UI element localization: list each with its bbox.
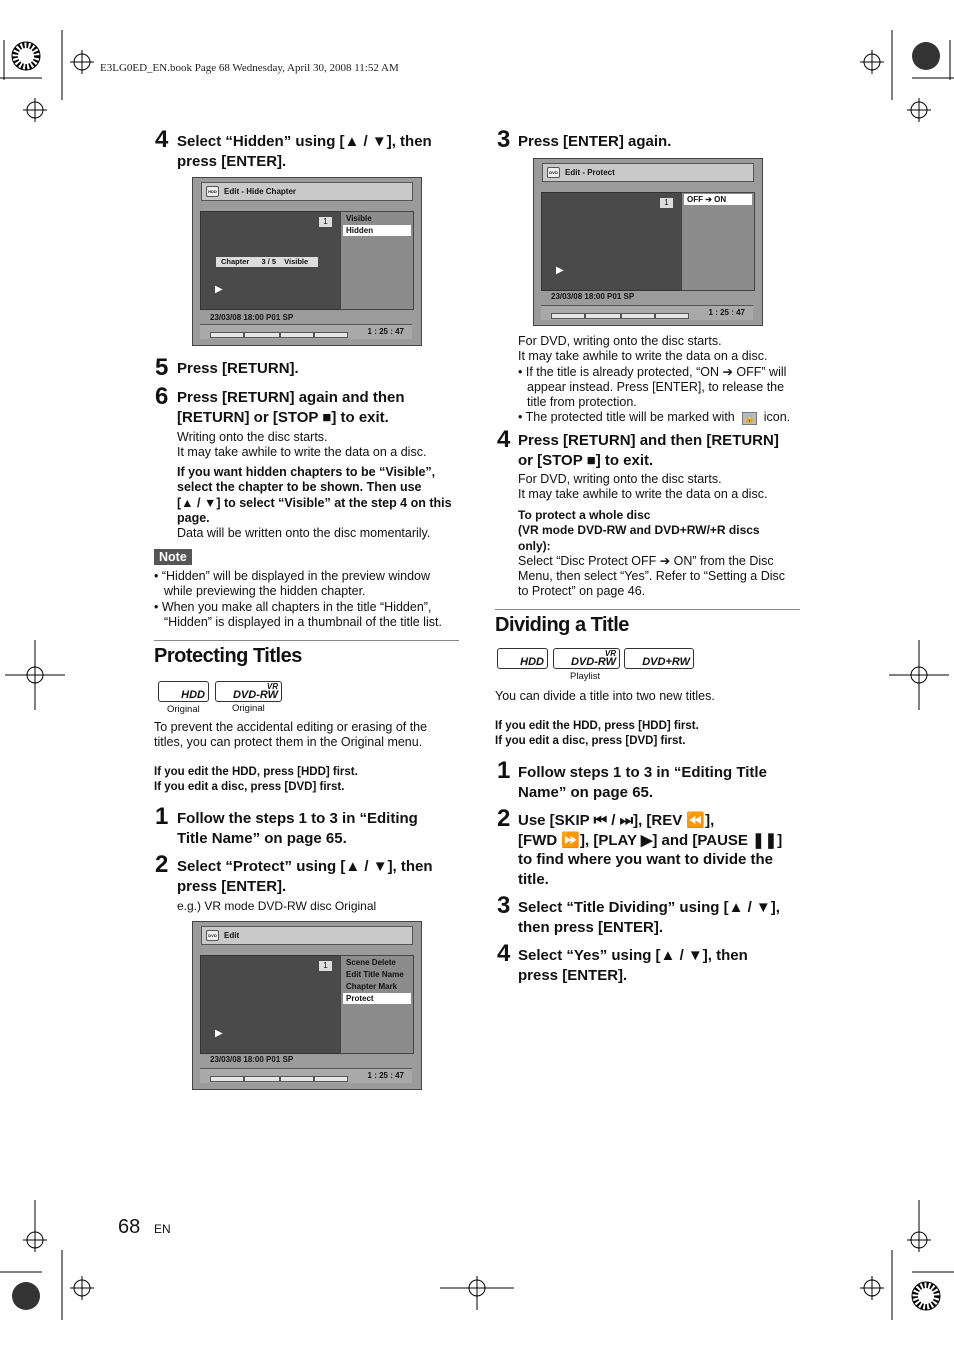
note-line: “Hidden” is displayed in a thumbnail of the title list. bbox=[164, 614, 442, 629]
recording-info: 23/03/08 18:00 P01 SP bbox=[210, 313, 294, 322]
chapter-state: Visible bbox=[284, 257, 309, 266]
hdd-disc-icon bbox=[497, 648, 548, 669]
body-line: select the chapter to be shown. Then use bbox=[177, 480, 422, 495]
note-line: • When you make all chapters in the title “Hidden”, bbox=[154, 599, 432, 614]
menu-item-protect[interactable]: Protect bbox=[343, 993, 411, 1004]
step-line: Select “Hidden” using [▲ / ▼], then bbox=[177, 133, 432, 150]
body-line: If you edit the HDD, press [HDD] first. bbox=[495, 720, 699, 732]
step-line: Press [RETURN] again and then bbox=[177, 389, 405, 406]
chapter-strip bbox=[216, 257, 318, 267]
play-icon: ▶ bbox=[215, 1028, 223, 1039]
title-number: 1 bbox=[319, 217, 332, 227]
body-line: titles, you can protect them in the Original menu. bbox=[154, 735, 423, 750]
step-line: then press [ENTER]. bbox=[518, 918, 664, 936]
step-number: 4 bbox=[497, 940, 511, 967]
body-text: icon. bbox=[763, 410, 791, 425]
menu-item-hidden[interactable]: Hidden bbox=[343, 225, 411, 236]
body-line: For DVD, writing onto the disc starts. bbox=[518, 334, 722, 348]
step-text bbox=[518, 946, 748, 985]
color-wheels bbox=[12, 42, 940, 1310]
body-line: For DVD, writing onto the disc starts. bbox=[518, 472, 722, 486]
step-line: press [ENTER]. bbox=[518, 966, 628, 984]
media-instructions bbox=[154, 765, 358, 796]
step-line: Title Name” on page 65. bbox=[177, 829, 347, 847]
body-line: [▲ / ▼] to select “Visible” at the step 4 on this bbox=[177, 495, 452, 510]
dvd-plus-rw-disc-icon bbox=[624, 648, 694, 669]
option-menu bbox=[340, 955, 414, 1054]
step-line: press [ENTER]. bbox=[177, 152, 287, 170]
icon-sublabel: VR bbox=[266, 682, 278, 691]
section-heading: Protecting Titles bbox=[154, 645, 302, 667]
body-line: It may take awhile to write the data on a disc. bbox=[177, 445, 427, 460]
disc-icon: DVD bbox=[206, 930, 219, 941]
whole-disc-tip bbox=[518, 508, 785, 600]
step-line: Select “Protect” using [▲ / ▼], then bbox=[177, 858, 433, 875]
icon-sublabel: VR bbox=[604, 649, 616, 658]
screen-title: Edit bbox=[224, 931, 240, 940]
option-menu bbox=[340, 211, 414, 310]
menu-item-scene-delete[interactable]: Scene Delete bbox=[346, 958, 396, 967]
icon-label: HDD bbox=[181, 689, 205, 701]
step-number: 3 bbox=[497, 892, 511, 919]
body-line: If you want hidden chapters to be “Visible”, bbox=[177, 465, 436, 479]
file-header-line: E3LG0ED_EN.book Page 68 Wednesday, April 30, 2008 11:52 AM bbox=[100, 62, 399, 74]
body-line bbox=[518, 410, 790, 425]
step-line: Follow the steps 1 to 3 in “Editing bbox=[177, 810, 418, 827]
menu-item-visible[interactable]: Visible bbox=[346, 214, 372, 223]
body-line: If you edit a disc, press [DVD] first. bbox=[495, 735, 686, 748]
step-line: title. bbox=[518, 870, 549, 888]
body-line: Select “Disc Protect OFF ➔ ON” from the Disc bbox=[518, 553, 774, 568]
body-line: It may take awhile to write the data on a disc. bbox=[518, 487, 768, 502]
step-number: 1 bbox=[155, 803, 169, 830]
play-icon: ▶ bbox=[556, 265, 564, 276]
protect-screen bbox=[533, 158, 763, 326]
step-line: Select “Title Dividing” using [▲ / ▼], bbox=[518, 899, 780, 916]
menu-item-edit-title-name[interactable]: Edit Title Name bbox=[346, 970, 404, 979]
step-line: Follow steps 1 to 3 in “Editing Title bbox=[518, 764, 767, 781]
note-line: while previewing the hidden chapter. bbox=[164, 584, 366, 599]
chapter-value: 3 / 5 bbox=[261, 257, 277, 266]
section-divider bbox=[154, 640, 459, 641]
icon-label: DVD-RW bbox=[232, 689, 278, 701]
step-line: [FWD ⏩], [PLAY ▶] and [PAUSE ❚❚] bbox=[518, 831, 783, 849]
chapter-label: Chapter bbox=[221, 257, 250, 266]
step-number: 1 bbox=[497, 757, 511, 784]
icon-label: DVD-RW bbox=[570, 656, 616, 668]
title-number: 1 bbox=[319, 961, 332, 971]
time-display: 1 : 25 : 47 bbox=[708, 308, 745, 317]
body-line: • If the title is already protected, “ON ➔ OFF” will bbox=[518, 364, 787, 379]
body-line: Menu, then select “Yes”. Refer to “Setting a Disc bbox=[518, 569, 786, 584]
preview-window bbox=[200, 211, 341, 310]
step-text bbox=[177, 132, 432, 171]
step-text bbox=[177, 857, 433, 896]
note-label: Note bbox=[154, 549, 192, 565]
step-text bbox=[518, 763, 767, 802]
screen-title-bar bbox=[201, 926, 413, 945]
step-text bbox=[518, 811, 782, 889]
screen-title: Edit - Protect bbox=[565, 168, 615, 177]
time-display: 1 : 25 : 47 bbox=[367, 327, 404, 336]
body-line: If you edit a disc, press [DVD] first. bbox=[154, 781, 345, 794]
progress-bar bbox=[200, 324, 412, 339]
step-line: or [STOP ■] to exit. bbox=[518, 451, 654, 469]
icon-caption: Playlist bbox=[570, 671, 601, 682]
step-number: 4 bbox=[497, 426, 511, 453]
body-line: title from protection. bbox=[527, 395, 637, 410]
step-text bbox=[518, 431, 779, 470]
step-line: Select “Yes” using [▲ / ▼], then bbox=[518, 947, 748, 964]
body-line: If you edit the HDD, press [HDD] first. bbox=[154, 766, 358, 778]
step-line: to find where you want to divide the bbox=[518, 851, 774, 868]
note-line: • “Hidden” will be displayed in the preview window bbox=[154, 569, 431, 583]
step-number: 2 bbox=[155, 851, 169, 878]
step3-description bbox=[518, 334, 790, 426]
lock-icon: 🔒 bbox=[742, 412, 757, 425]
body-line: It may take awhile to write the data on a disc. bbox=[518, 349, 768, 364]
option-menu bbox=[681, 192, 755, 291]
step-number: 2 bbox=[497, 805, 511, 832]
step-number: 4 bbox=[155, 126, 169, 153]
step-line: [RETURN] or [STOP ■] to exit. bbox=[177, 408, 389, 426]
step-text bbox=[177, 809, 418, 848]
step-number: 3 bbox=[497, 126, 511, 153]
edit-menu-screen bbox=[192, 921, 422, 1090]
screen-title-bar bbox=[201, 182, 413, 201]
example-caption: e.g.) VR mode DVD-RW disc Original bbox=[177, 899, 377, 913]
hidden-chapters-tip bbox=[177, 465, 452, 541]
step6-description bbox=[177, 430, 426, 461]
progress-bar bbox=[200, 1068, 412, 1083]
step-number: 5 bbox=[155, 354, 169, 381]
page-language: EN bbox=[154, 1222, 171, 1236]
step-text: Press [RETURN]. bbox=[177, 360, 299, 377]
icon-label: DVD+RW bbox=[642, 656, 690, 668]
play-icon: ▶ bbox=[215, 284, 223, 295]
progress-bar bbox=[541, 305, 753, 320]
recording-info: 23/03/08 18:00 P01 SP bbox=[551, 292, 635, 301]
title-number: 1 bbox=[660, 198, 673, 208]
step-line: press [ENTER]. bbox=[177, 877, 287, 895]
preview-window bbox=[541, 192, 682, 291]
step-text bbox=[177, 388, 405, 427]
body-line: only): bbox=[518, 538, 551, 553]
dvd-rw-disc-icon bbox=[215, 681, 282, 702]
menu-item-chapter-mark[interactable]: Chapter Mark bbox=[346, 982, 398, 991]
step-line: Use [SKIP ⏮ / ⏭], [REV ⏪], bbox=[518, 812, 715, 829]
step-text bbox=[518, 898, 780, 937]
hdd-icon: HDD bbox=[206, 186, 219, 197]
body-line: To protect a whole disc bbox=[518, 508, 651, 522]
body-line: Data will be written onto the disc momentarily. bbox=[177, 526, 431, 541]
screen-title: Edit - Hide Chapter bbox=[224, 187, 297, 196]
screen-title-bar bbox=[542, 163, 754, 182]
step-line: Press [RETURN] and then [RETURN] bbox=[518, 432, 779, 449]
body-line: page. bbox=[177, 510, 210, 525]
recording-info: 23/03/08 18:00 P01 SP bbox=[210, 1055, 294, 1064]
section-heading: Dividing a Title bbox=[495, 614, 629, 636]
icon-caption: Original bbox=[232, 703, 265, 714]
protect-intro bbox=[154, 720, 427, 751]
menu-item-off-on[interactable]: OFF ➔ ON bbox=[684, 194, 752, 205]
step-text: Press [ENTER] again. bbox=[518, 133, 672, 150]
disc-icon: DVD bbox=[547, 167, 560, 178]
hide-chapter-screen bbox=[192, 177, 422, 346]
body-text: • The protected title will be marked with bbox=[518, 410, 735, 425]
media-instructions bbox=[495, 719, 699, 750]
page-number: 68 bbox=[118, 1216, 141, 1238]
step-line: Name” on page 65. bbox=[518, 783, 654, 801]
note-list bbox=[154, 569, 442, 630]
hdd-disc-icon bbox=[158, 681, 209, 702]
section-divider bbox=[495, 609, 800, 610]
body-line: To prevent the accidental editing or erasing of the bbox=[154, 720, 428, 734]
time-display: 1 : 25 : 47 bbox=[367, 1071, 404, 1080]
icon-caption: Original bbox=[167, 704, 200, 715]
step-number: 6 bbox=[155, 383, 169, 410]
dvd-rw-disc-icon bbox=[553, 648, 620, 669]
body-line: to Protect” on page 46. bbox=[518, 584, 646, 599]
icon-label: HDD bbox=[520, 656, 544, 668]
body-line: Writing onto the disc starts. bbox=[177, 430, 328, 444]
body-line: (VR mode DVD-RW and DVD+RW/+R discs bbox=[518, 523, 760, 538]
body-line: appear instead. Press [ENTER], to release the bbox=[527, 379, 785, 394]
crosshair-marks bbox=[5, 50, 949, 1310]
preview-window bbox=[200, 955, 341, 1054]
step4-description bbox=[518, 472, 767, 503]
divide-intro: You can divide a title into two new titles. bbox=[495, 689, 715, 703]
